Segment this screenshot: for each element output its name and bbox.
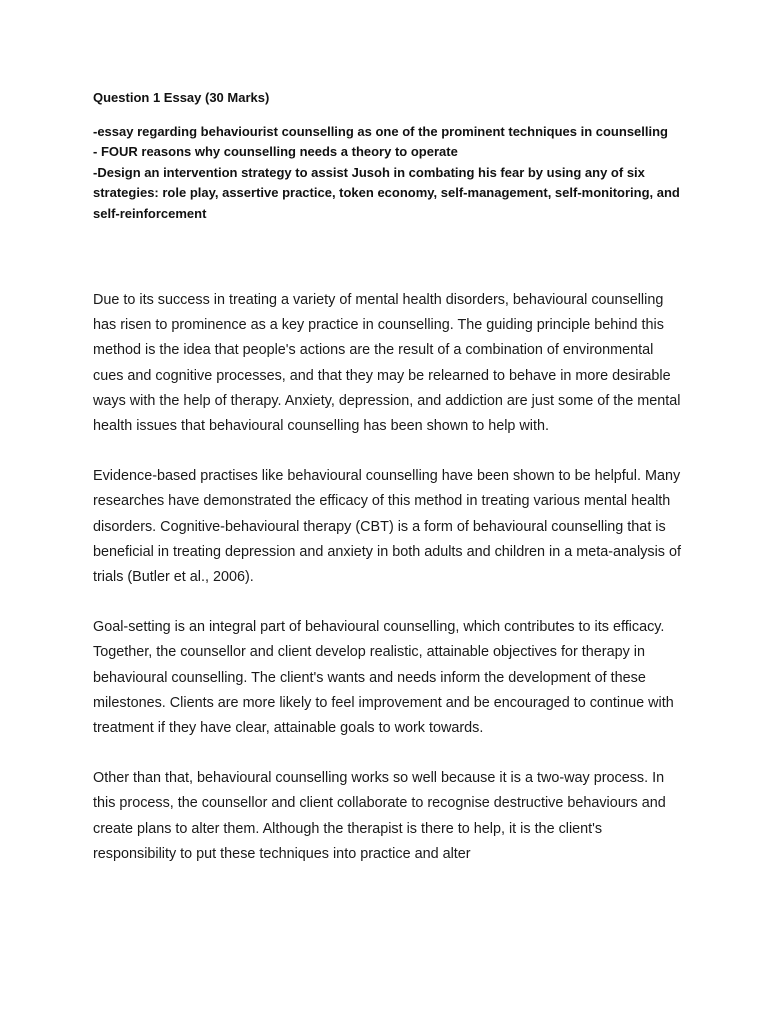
question-block [93, 88, 693, 224]
essay-paragraph-4: Other than that, behavioural counselling works so well because it is a two-way process. In this process, the counsellor and client collaborate to recognise destructive behaviours and create plans to alter them. Although the therapist is there to help, it is the client's responsibility to put these techniques into practice and alter [93, 770, 666, 862]
essay-paragraph-3: Goal-setting is an integral part of behavioural counselling, which contributes to its efficacy. Together, the counsellor and client develop realistic, attainable objectives for therapy in behavioural counselling. The client's wants and needs inform the development of these milestones. Clients are more likely to feel improvement and be encouraged to continue with treatment if they have clear, attainable goals to work towards. [93, 619, 674, 737]
requirement-four-reasons: - FOUR reasons why counselling needs a theory to operate [93, 144, 458, 159]
essay-paragraph-2: Evidence-based practises like behavioural counselling have been shown to be helpful. Many researches have demonstrated the efficacy of this method in treating various mental health disorders. Cognitive-behavioural therapy (CBT) is a form of behavioural counselling that is beneficial in treating depression and anxiety in both adults and children in a meta-analysis of trials (Butler et al., 2006). [93, 468, 681, 586]
essay-body [93, 288, 683, 892]
question-title: Question 1 Essay (30 Marks) [93, 90, 270, 105]
requirement-intervention-strategy: -Design an intervention strategy to assist Jusoh in combating his fear by using any of six strategies: role play, assertive practice, token economy, self-management, self-monitoring, and self-reinforcement [93, 164, 680, 221]
essay-paragraph-1: Due to its success in treating a variety of mental health disorders, behavioural counselling has risen to prominence as a key practice in counselling. The guiding principle behind this method is the idea that people's actions are the result of a combination of environmental cues and cognitive processes, and that they may be relearned to behave in more desirable ways with the help of therapy. Anxiety, depression, and addiction are just some of the mental health issues that behavioural counselling has been shown to help with. [93, 292, 681, 435]
requirement-essay: -essay regarding behaviourist counselling as one of the prominent techniques in counselling [93, 123, 668, 139]
